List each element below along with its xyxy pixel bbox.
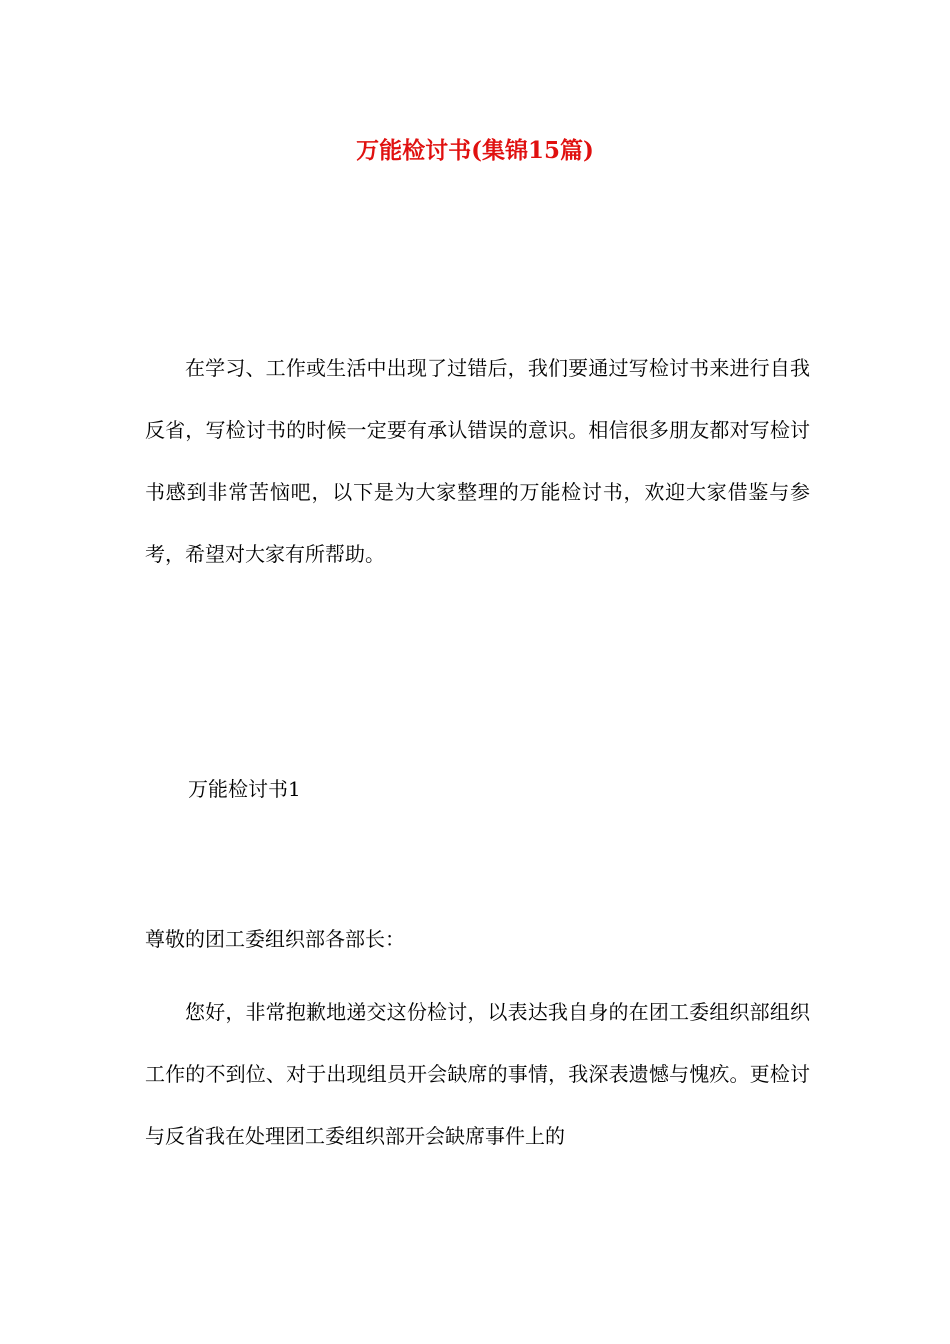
section-heading: 万能检讨书1: [188, 777, 301, 801]
document-title: 万能检讨书(集锦15篇): [356, 137, 594, 164]
letter-body-paragraph: 您好，非常抱歉地递交这份检讨，以表达我自身的在团工委组织部组织工作的不到位、对于出现组员开会缺席的事情，我深表遗憾与愧疚。更检讨与反省我在处理团工委组织部开会缺席事件上的: [145, 1000, 810, 1148]
intro-paragraph: 在学习、工作或生活中出现了过错后，我们要通过写检讨书来进行自我反省，写检讨书的时候一定要有承认错误的意识。相信很多朋友都对写检讨书感到非常苦恼吧，以下是为大家整理的万能检讨书，欢迎大家借鉴与参考，希望对大家有所帮助。: [145, 356, 810, 566]
letter-salutation: 尊敬的团工委组织部各部长：: [145, 927, 405, 951]
